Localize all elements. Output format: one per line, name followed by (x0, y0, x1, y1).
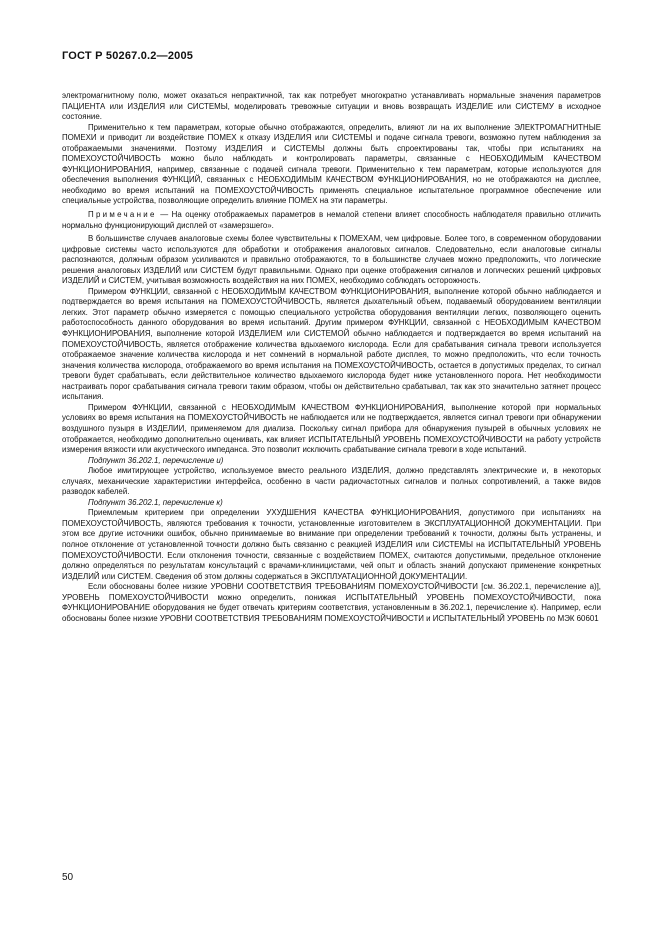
paragraph: В большинстве случаев аналоговые схемы более чувствительны к ПОМЕХАМ, чем цифровые. Более того, в современном оборудовании цифровые системы часто используются для обработки и отображения аналоговых сигналов. Следовательно, если аналоговые сигналы распознаются, должным образом усиливаются и правильно отображаются, то в большинстве случаев можно предположить, что логические решения аналоговых ИЗДЕЛИЙ или СИСТЕМ будут правильными. Однако при оценке отображения сигналов и логических решений цифровых ИЗДЕЛИЙ и СИСТЕМ, учитывая возможность воздействия на них ПОМЕХ, необходимо соблюдать осторожность. (62, 234, 601, 286)
document-header: ГОСТ Р 50267.0.2—2005 (62, 50, 194, 62)
paragraph: Приемлемым критерием при определении УХУДШЕНИЯ КАЧЕСТВА ФУНКЦИОНИРОВАНИЯ, допустимого при испытаниях на ПОМЕХОУСТОЙЧИВОСТЬ, являются требования к точности, установленные изготовителем в ЭКСПЛУАТАЦИОННОЙ ДОКУМЕНТАЦИИ. При этом все другие источники ошибок, обычно принимаемые во внимание при определении требований к точности, должны быть устранены, и полное отклонение от установленной точности должно быть связанно с реакцией ИЗДЕЛИЯ или СИСТЕМЫ на ИСПЫТАТЕЛЬНЫЙ УРОВЕНЬ ПОМЕХОУСТОЙЧИВОСТИ. Если отклонения точности, связанные с воздействием ПОМЕХ, считаются допустимыми, предельное отклонение должно определяться по результатам консультаций с врачами-клиницистами, чей опыт и область знаний допускают применение конкретных ИЗДЕЛИЙ или СИСТЕМ. Сведения об этом должны содержаться в ЭКСПЛУАТАЦИОННОЙ ДОКУМЕНТАЦИИ. (62, 508, 601, 581)
paragraph: Любое имитирующее устройство, используемое вместо реального ИЗДЕЛИЯ, должно представлять электрические и, в некоторых случаях, механические характеристики интерфейса, особенно в части радиочастотных сигналов и полных сопротивлений, а также видов разводок кабелей. (62, 466, 601, 497)
subitem-heading-i: Подпункт 36.202.1, перечисление и) (88, 455, 224, 465)
note-text: — На оценку отображаемых параметров в немалой степени влияет способность наблюдателя правильно отличить нормально функционирующий дисплей от «замерзшего». (62, 210, 601, 230)
paragraph: Если обоснованы более низкие УРОВНИ СООТВЕТСТВИЯ ТРЕБОВАНИЯМ ПОМЕХОУСТОЙЧИВОСТИ [см. 36.202.1, перечисление а)], УРОВЕНЬ ПОМЕХОУСТОЙЧИВОСТИ можно определить, понижая ИСПЫТАТЕЛЬНЫЙ УРОВЕНЬ ПОМЕХОУСТОЙЧИВОСТИ, пока ФУНКЦИОНИРОВАНИЕ оборудования не будет отвечать критериям соответствия, установленным в 36.202.1, перечисление к). Например, если обоснованы более низкие УРОВНИ СООТВЕТСТВИЯ ТРЕБОВАНИЯМ ПОМЕХОУСТОЙЧИВОСТИ и ИСПЫТАТЕЛЬНЫЙ УРОВЕНЬ по МЭК 60601 (62, 582, 601, 623)
note (62, 210, 601, 231)
paragraph: Применительно к тем параметрам, которые обычно отображаются, определить, влияют ли на их выполнение ЭЛЕКТРОМАГНИТНЫЕ ПОМЕХИ и приводит ли воздействие ПОМЕХ к отказу ИЗДЕЛИЯ или СИСТЕМЫ и подаче сигнала тревоги, возможно путем наблюдения за отображаемыми значениями. Поэтому ИЗДЕЛИЯ и СИСТЕМЫ должны быть спроектированы так, чтобы при испытаниях на ПОМЕХОУСТОЙЧИВОСТЬ можно было наблюдать и контролировать параметры, связанные с НЕОБХОДИМЫМ КАЧЕСТВОМ ФУНКЦИОНИРОВАНИЯ, например, связанные с подачей сигнала тревоги. Применительно к тем параметрам, которые используются для обеспечения выполнения ФУНКЦИЙ, связанных с НЕОБХОДИМЫМ КАЧЕСТВОМ ФУНКЦИОНИРОВАНИЯ, но не отображаются на дисплее, необходимо во время испытаний на ПОМЕХОУСТОЙЧИВОСТЬ применять специальное испытательное программное обеспечение или специальные устройства, позволяющие определить влияние ПОМЕХ на эти параметры. (62, 122, 601, 206)
paragraph: Примером ФУНКЦИИ, связанной с НЕОБХОДИМЫМ КАЧЕСТВОМ ФУНКЦИОНИРОВАНИЯ, выполнение которой обычно наблюдается и подтверждается во время испытания на ПОМЕХОУСТОЙЧИВОСТЬ, является дыхательный объем, подаваемый оборудованием вентиляции легких. Этот параметр обычно измеряется с помощью специального устройства оборудования вентиляции легких, позволяющего оценить работоспособность данного оборудования во время испытаний. Другим примером ФУНКЦИИ, связанной с НЕОБХОДИМЫМ КАЧЕСТВОМ ФУНКЦИОНИРОВАНИЯ, выполнение которой ИЗДЕЛИЕМ или СИСТЕМОЙ обычно наблюдается и подтверждается во время испытаний на ПОМЕХОУСТОЙЧИВОСТЬ, является отображение количества вдыхаемого кислорода. Если для срабатывания сигнала тревоги используется отображаемое значение количества кислорода и нет сомнений в нормальной работе дисплея, то можно предположить, что если точность значения количества кислорода, отображаемого во время испытания на ПОМЕХОУСТОЙЧИВОСТЬ, остается в допустимых пределах, то сигнал тревоги будет срабатывать, если действительное количество вдыхаемого кислорода будет ниже установленного порога. Нет необходимости настраивать порог срабатывания сигнала тревоги таким образом, чтобы он действительно срабатывал, так как это значительно затянет процесс испытания. (62, 286, 601, 402)
subitem-heading-k: Подпункт 36.202.1, перечисление к) (88, 497, 223, 507)
page-number: 50 (62, 872, 74, 883)
document-body (62, 91, 601, 624)
note-label: Примечание (88, 210, 157, 220)
paragraph: электромагнитному полю, может оказаться непрактичной, так как потребует многократно устанавливать нормальные значения параметров ПАЦИЕНТА или ИЗДЕЛИЯ или СИСТЕМЫ, моделировать тревожные ситуации и вновь возвращать ИЗДЕЛИЕ или СИСТЕМУ в исходное состояние. (62, 91, 601, 122)
paragraph: Примером ФУНКЦИИ, связанной с НЕОБХОДИМЫМ КАЧЕСТВОМ ФУНКЦИОНИРОВАНИЯ, выполнение которой при нормальных условиях во время испытания на ПОМЕХОУСТОЙЧИВОСТЬ не наблюдается или не подтверждается, является сигнал тревоги при обнаружении воздушного пузыря в ИЗДЕЛИИ, применяемом для диализа. Поскольку сигнал прибора для обнаружения пузырей в обычных условиях не отображается, необходимо дополнительно оценивать, как влияет ИСПЫТАТЕЛЬНЫЙ УРОВЕНЬ ПОМЕХОУСТОЙЧИВОСТИ на работу устройств измерения вязкости или акустического импеданса. Это позволит исключить срабатывание сигнала тревоги в ходе испытаний. (62, 402, 601, 455)
